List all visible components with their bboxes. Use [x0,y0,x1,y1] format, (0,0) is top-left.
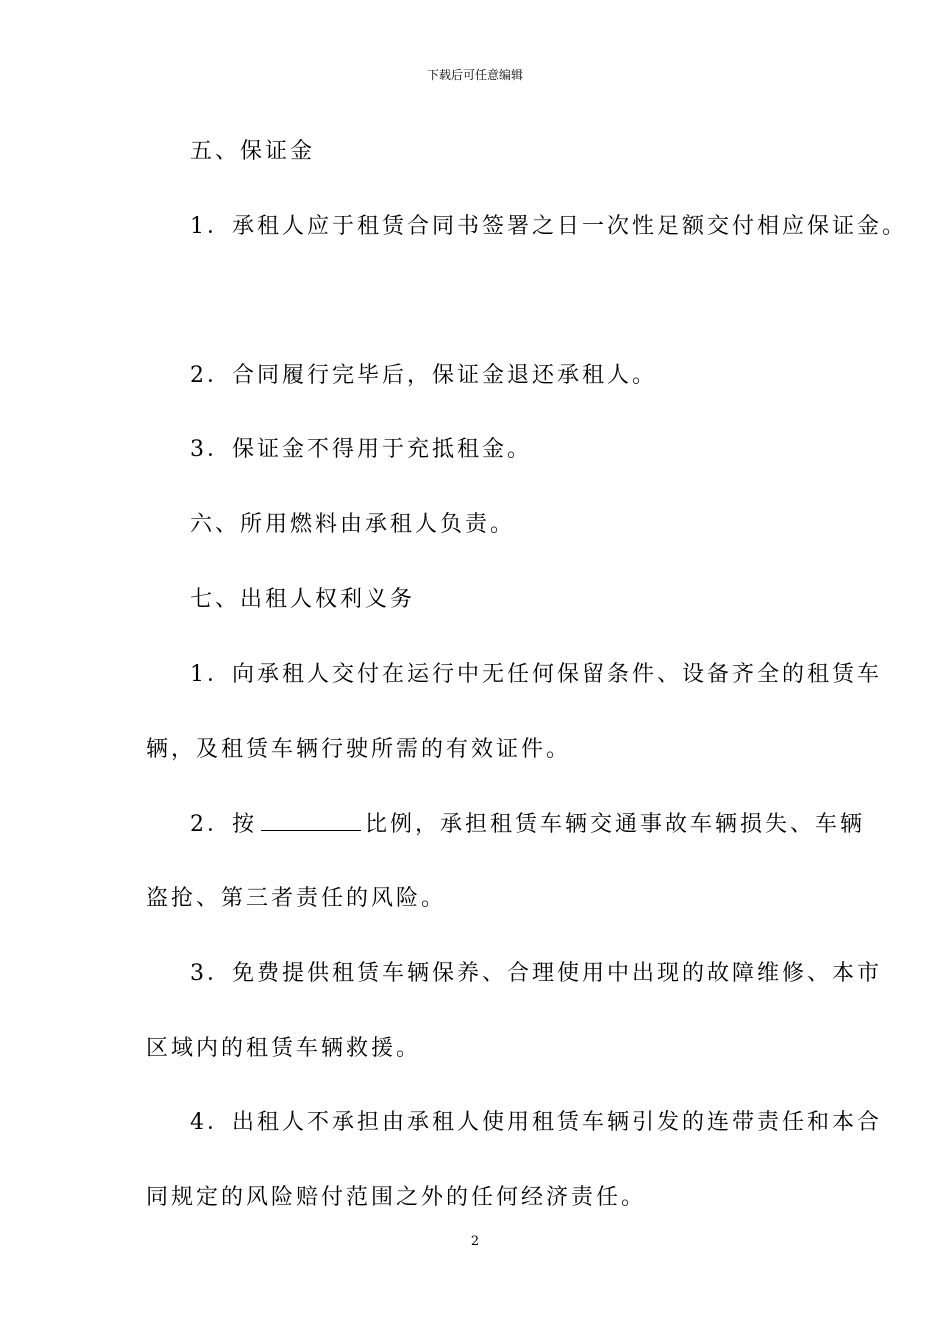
section-5-item-2: 2．合同履行完毕后，保证金退还承租人。 [190,363,657,388]
item-2-prefix: 2．按 [190,812,257,837]
section-7-item-3-line-2: 区域内的租赁车辆救援。 [146,1036,422,1061]
section-5-title: 五、保证金 [190,139,316,164]
section-7-item-1-line-2: 辆，及租赁车辆行驶所需的有效证件。 [146,737,572,762]
header-note: 下载后可任意编辑 [426,68,523,82]
section-7-item-2-line-2: 盗抢、第三者责任的风险。 [146,886,447,911]
section-7-item-4-line-2: 同规定的风险赔付范围之外的任何经济责任。 [146,1185,647,1210]
section-6: 六、所用燃料由承租人负责。 [190,512,516,537]
section-7-title: 七、出租人权利义务 [190,587,416,612]
section-5-item-1: 1．承租人应于租赁合同书签署之日一次性足额交付相应保证金。 [190,214,907,239]
page-number: 2 [470,1234,480,1249]
item-2-suffix: 比例，承担租赁车辆交通事故车辆损失、车辆 [365,812,866,837]
section-5-item-3: 3．保证金不得用于充抵租金。 [190,437,532,462]
fill-in-blank [261,812,361,831]
section-7-item-4-line-1: 4．出租人不承担由承租人使用租赁车辆引发的连带责任和本合 [190,1110,882,1135]
section-7-item-2-line-1 [190,810,880,840]
section-7-item-3-line-1: 3．免费提供租赁车辆保养、合理使用中出现的故障维修、本市 [190,961,882,986]
section-7-item-1-line-1: 1．向承租人交付在运行中无任何保留条件、设备齐全的租赁车 [190,662,882,687]
